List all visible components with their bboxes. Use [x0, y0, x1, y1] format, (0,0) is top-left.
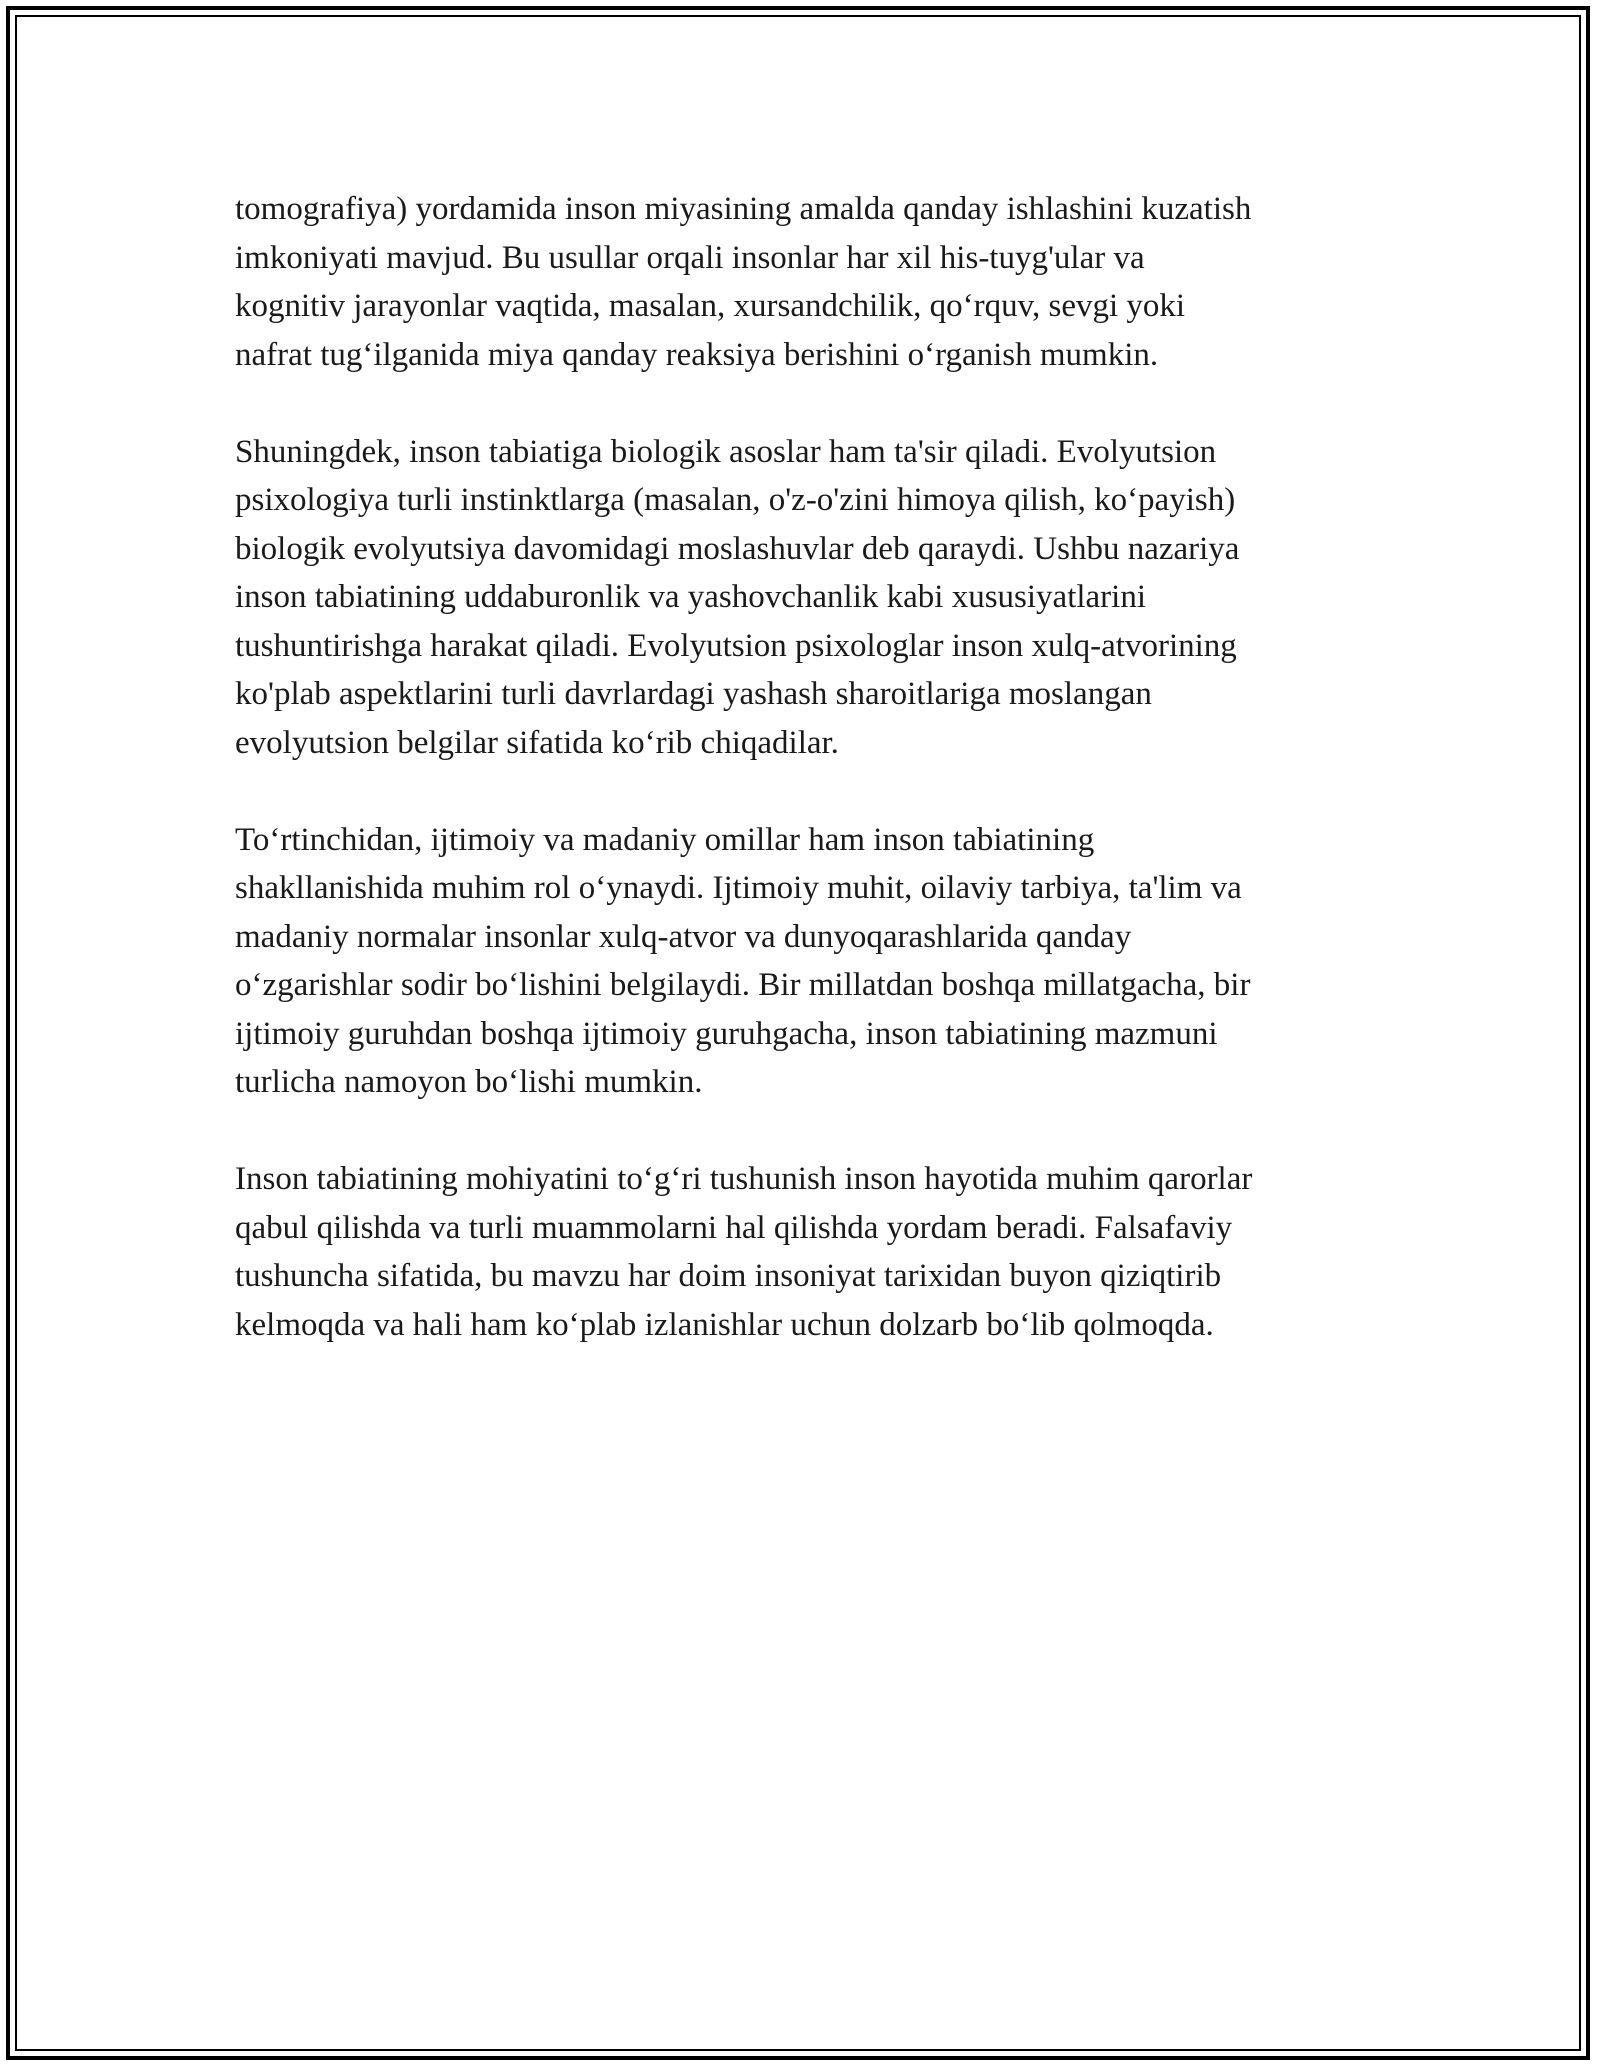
- paragraph: To‘rtinchidan, ijtimoiy va madaniy omillar ham inson tabiatining shakllanishida muhim rol o‘ynaydi. Ijtimoiy muhit, oilaviy tarbiya, ta'lim va madaniy normalar insonlar xulq-atvor va dunyoqarashlarida qanday o‘zgarishlar sodir bo‘lishini belgilaydi. Bir millatdan boshqa millatgacha, bir ijtimoiy guruhdan boshqa ijtimoiy guruhgacha, inson tabiatining mazmuni turlicha namoyon bo‘lishi mumkin.: [235, 821, 1251, 1100]
- paragraph: tomografiya) yordamida inson miyasining amalda qanday ishlashini kuzatish imkoniyati mavjud. Bu usullar orqali insonlar har xil his-tuyg'ular va kognitiv jarayonlar vaqtida, masalan, xursandchilik, qo‘rquv, sevgi yoki nafrat tug‘ilganida miya qanday reaksiya berishini o‘rganish mumkin.: [235, 191, 1252, 373]
- paragraph: Inson tabiatining mohiyatini to‘g‘ri tushunish inson hayotida muhim qarorlar qabul qilishda va turli muammolarni hal qilishda yordam beradi. Falsafaviy tushuncha sifatida, bu mavzu har doim insoniyat tarixidan buyon qiziqtirib kelmoqda va hali ham ko‘plab izlanishlar uchun dolzarb bo‘lib qolmoqda.: [235, 1161, 1253, 1343]
- paragraph: Shuningdek, inson tabiatiga biologik asoslar ham ta'sir qiladi. Evolyutsion psixologiya turli instinktlarga (masalan, o'z-o'zini himoya qilish, ko‘payish) biologik evolyutsiya davomidagi moslashuvlar deb qaraydi. Ushbu nazariya inson tabiatining uddaburonlik va yashovchanlik kabi xususiyatlarini tushuntirishga harakat qiladi. Evolyutsion psixologlar inson xulq-atvorining ko'plab aspektlarini turli davrlardagi yashash sharoitlariga moslangan evolyutsion belgilar sifatida ko‘rib chiqadilar.: [235, 433, 1240, 761]
- document-body: [235, 185, 1375, 1398]
